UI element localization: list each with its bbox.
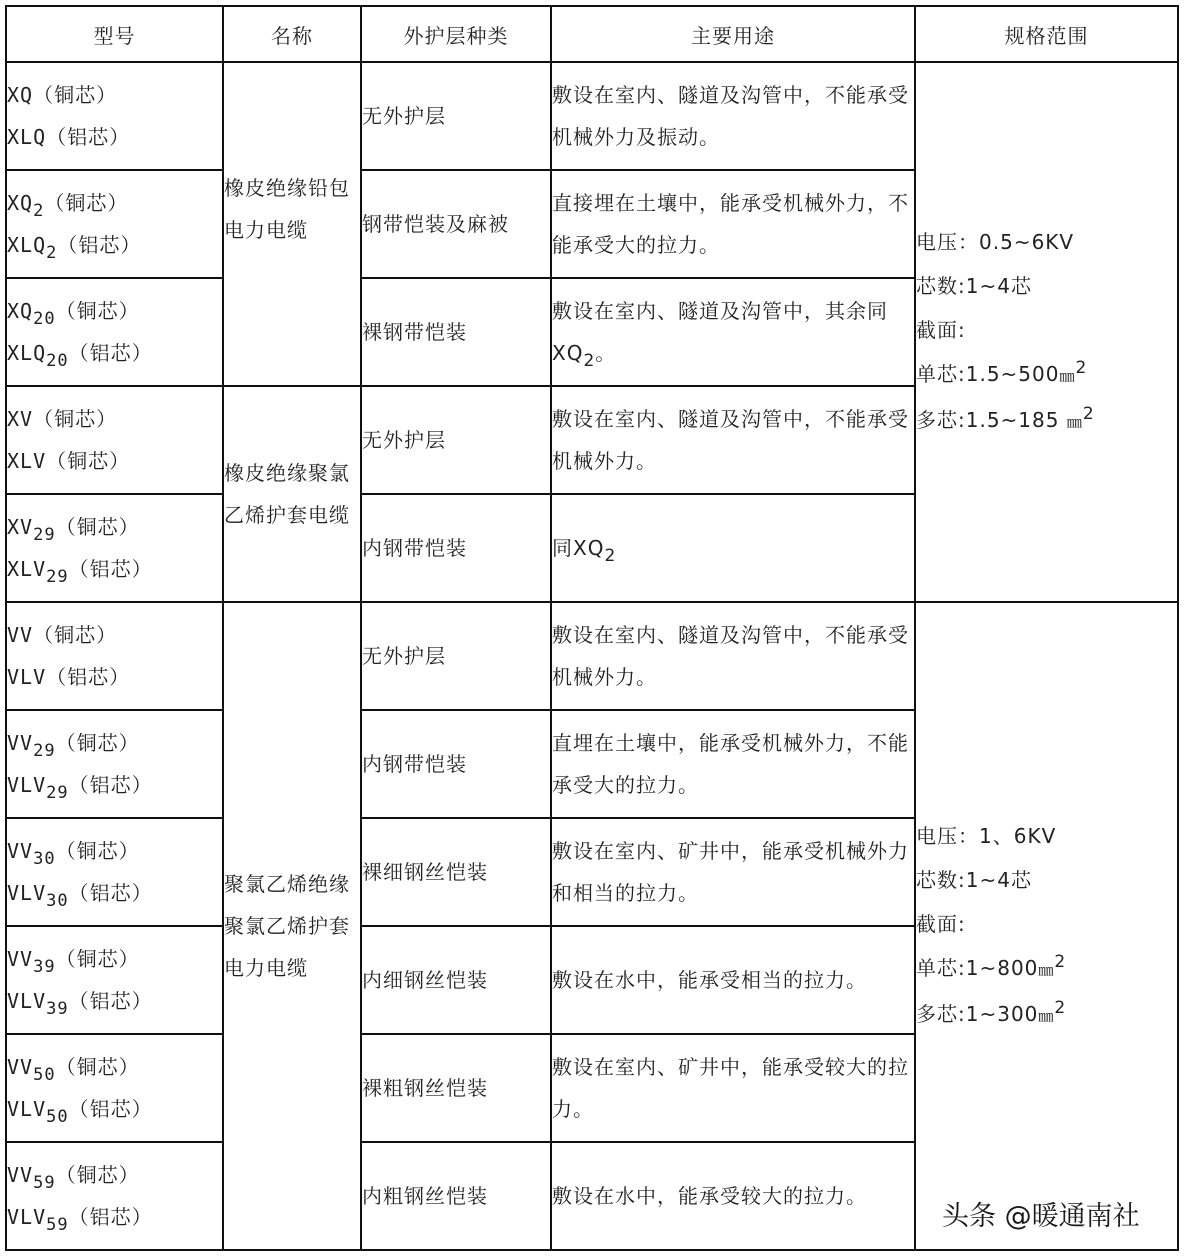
model-aluminum: VLV（铝芯）: [7, 665, 131, 689]
model-cell: [6, 62, 223, 170]
table-header-row: [6, 6, 1178, 62]
sheath-cell: 内粗钢丝恺装: [361, 1142, 551, 1250]
model-copper: $XV_{29}$（铜芯）: [7, 515, 140, 545]
spec-multi-core: 多芯:1~300㎜$^2$: [916, 998, 1067, 1026]
spec-section-label: 截面:: [916, 912, 966, 936]
watermark-text: 头条 @暖通南社: [942, 1201, 1140, 1232]
sheath-cell: 内钢带恺装: [361, 494, 551, 602]
cable-name-cell: 橡皮绝缘铅包电力电缆: [223, 62, 361, 386]
header-sheath-type: 外护层种类: [361, 6, 551, 62]
usage-cell: 敷设在水中，能承受相当的拉力。: [551, 926, 915, 1034]
spec-cores: 芯数:1~4芯: [916, 868, 1032, 892]
model-copper: $VV_{29}$（铜芯）: [7, 731, 140, 761]
model-aluminum: $XLV_{29}$（铝芯）: [7, 557, 153, 587]
spec-voltage: 电压：1、6KV: [916, 824, 1057, 848]
usage-cell: 敷设在室内、矿井中，能承受机械外力和相当的拉力。: [551, 818, 915, 926]
model-aluminum: $VLV_{50}$（铝芯）: [7, 1097, 153, 1127]
header-main-usage: 主要用途: [551, 6, 915, 62]
model-cell: [6, 494, 223, 602]
model-copper: $VV_{39}$（铜芯）: [7, 947, 140, 977]
usage-cell: 敷设在室内、隧道及沟管中，其余同$XQ_2$。: [551, 278, 915, 386]
usage-cell: 直埋在土壤中，能承受机械外力，不能承受大的拉力。: [551, 710, 915, 818]
model-aluminum: $VLV_{39}$（铝芯）: [7, 989, 153, 1019]
usage-cell: 敷设在室内、隧道及沟管中，不能承受机械外力及振动。: [551, 62, 915, 170]
model-aluminum: XLV（铜芯）: [7, 449, 131, 473]
model-cell: [6, 602, 223, 710]
spec-voltage: 电压：0.5~6KV: [916, 230, 1075, 254]
model-aluminum: $VLV_{29}$（铝芯）: [7, 773, 153, 803]
sheath-cell: 裸粗钢丝恺装: [361, 1034, 551, 1142]
model-aluminum: $VLV_{30}$（铝芯）: [7, 881, 153, 911]
model-copper: $VV_{50}$（铜芯）: [7, 1055, 140, 1085]
spec-section-label: 截面:: [916, 318, 966, 342]
model-aluminum: $XLQ_{20}$（铝芯）: [7, 341, 153, 371]
sheath-cell: 裸细钢丝恺装: [361, 818, 551, 926]
model-copper: XV（铜芯）: [7, 407, 118, 431]
model-copper: $VV_{30}$（铜芯）: [7, 839, 140, 869]
model-aluminum: $VLV_{59}$（铝芯）: [7, 1205, 153, 1235]
sheath-cell: 无外护层: [361, 602, 551, 710]
sheath-cell: 无外护层: [361, 62, 551, 170]
model-cell: [6, 818, 223, 926]
model-copper: $VV_{59}$（铜芯）: [7, 1163, 140, 1193]
spec-cores: 芯数:1~4芯: [916, 274, 1032, 298]
model-copper: $XQ_2$（铜芯）: [7, 191, 129, 221]
model-cell: [6, 1142, 223, 1250]
sheath-cell: 无外护层: [361, 386, 551, 494]
usage-cell: 直接埋在土壤中，能承受机械外力，不能承受大的拉力。: [551, 170, 915, 278]
model-cell: [6, 278, 223, 386]
spec-single-core: 单芯:1.5~500㎜$^2$: [916, 358, 1088, 386]
spec-single-core: 单芯:1~800㎜$^2$: [916, 952, 1067, 980]
spec-multi-core: 多芯:1.5~185 ㎜$^2$: [916, 404, 1095, 432]
model-copper: VV（铜芯）: [7, 623, 118, 647]
model-copper: $XQ_{20}$（铜芯）: [7, 299, 140, 329]
header-name: 名称: [223, 6, 361, 62]
model-copper: XQ（铜芯）: [7, 83, 118, 107]
sheath-cell: 内钢带恺装: [361, 710, 551, 818]
model-cell: [6, 170, 223, 278]
spec-cell: [915, 602, 1178, 1250]
model-cell: [6, 1034, 223, 1142]
sheath-cell: 裸钢带恺装: [361, 278, 551, 386]
model-cell: [6, 710, 223, 818]
model-cell: [6, 926, 223, 1034]
sheath-cell: 钢带恺装及麻被: [361, 170, 551, 278]
model-aluminum: XLQ（铝芯）: [7, 125, 131, 149]
model-aluminum: $XLQ_2$（铝芯）: [7, 233, 142, 263]
cable-name-cell: 橡皮绝缘聚氯乙烯护套电缆: [223, 386, 361, 602]
header-model: 型号: [6, 6, 223, 62]
table-row: [6, 62, 1178, 170]
model-cell: [6, 386, 223, 494]
usage-cell: 敷设在室内、隧道及沟管中，不能承受机械外力。: [551, 386, 915, 494]
usage-cell: 同$XQ_2$: [551, 494, 915, 602]
cable-name-cell: 聚氯乙烯绝缘聚氯乙烯护套电力电缆: [223, 602, 361, 1250]
usage-cell: 敷设在水中，能承受较大的拉力。: [551, 1142, 915, 1250]
table-row: [6, 602, 1178, 710]
spec-cell: [915, 62, 1178, 602]
cable-type-table: [5, 5, 1179, 1251]
usage-cell: 敷设在室内、隧道及沟管中，不能承受机械外力。: [551, 602, 915, 710]
sheath-cell: 内细钢丝恺装: [361, 926, 551, 1034]
header-spec-range: 规格范围: [915, 6, 1178, 62]
usage-cell: 敷设在室内、矿井中，能承受较大的拉力。: [551, 1034, 915, 1142]
